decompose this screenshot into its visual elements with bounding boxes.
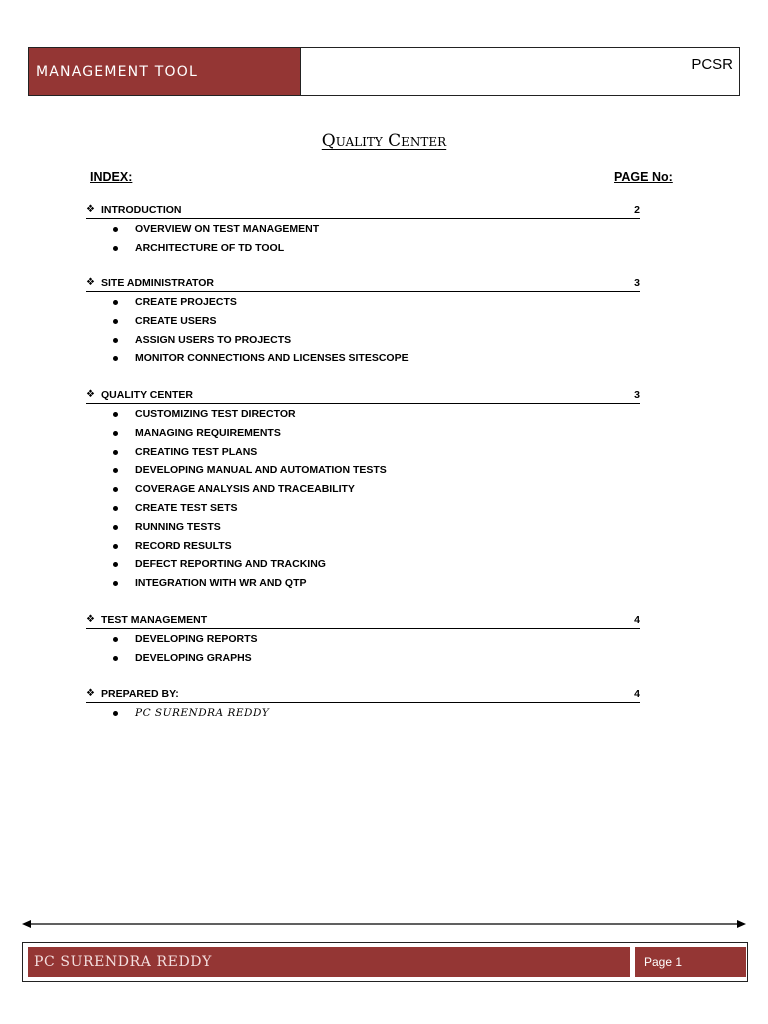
list-item [86, 536, 640, 555]
list-item [86, 404, 640, 423]
list-item [86, 292, 640, 311]
section-title: QUALITY CENTER [101, 389, 193, 401]
bullet-icon [113, 525, 118, 530]
list-item [86, 648, 640, 667]
bullet-icon [113, 338, 118, 343]
section-title: TEST MANAGEMENT [101, 614, 208, 626]
footer-page-box [635, 947, 746, 977]
section-items [86, 703, 640, 722]
list-item-text: MONITOR CONNECTIONS AND LICENSES SITESCOPE [135, 352, 409, 365]
header-code: PCSR [691, 56, 733, 73]
section-heading [86, 613, 640, 629]
list-item-text: INTEGRATION WITH WR AND QTP [135, 577, 307, 590]
list-item [86, 238, 640, 257]
diamond-bullet-icon: ❖ [86, 614, 95, 625]
list-item-text: DEVELOPING GRAPHS [135, 651, 252, 664]
double-arrow-line [22, 918, 746, 930]
section-page-number: 3 [634, 277, 640, 289]
list-item-text: CREATE TEST SETS [135, 501, 238, 514]
bullet-icon [113, 506, 118, 511]
bullet-icon [113, 319, 118, 324]
list-item-text: RECORD RESULTS [135, 539, 232, 552]
list-item [86, 573, 640, 592]
list-item [86, 219, 640, 238]
list-item-text: CUSTOMIZING TEST DIRECTOR [135, 408, 296, 420]
list-item [86, 348, 640, 367]
list-item-text: DEVELOPING MANUAL AND AUTOMATION TESTS [135, 464, 387, 477]
header-title: MANAGEMENT TOOL [36, 64, 198, 80]
bullet-icon [113, 246, 118, 251]
section-page-number: 4 [634, 614, 640, 626]
diamond-bullet-icon: ❖ [86, 688, 95, 699]
bullet-icon [113, 562, 118, 567]
bullet-icon [113, 581, 118, 586]
list-item-text: CREATING TEST PLANS [135, 445, 258, 458]
section-page-number: 4 [634, 688, 640, 700]
page-header [28, 47, 740, 96]
list-item-text: CREATE PROJECTS [135, 296, 237, 308]
bullet-icon [113, 487, 118, 492]
bullet-icon [113, 227, 118, 232]
section-page-number: 2 [634, 204, 640, 216]
list-item [86, 442, 640, 461]
section-title: SITE ADMINISTRATOR [101, 277, 214, 289]
list-item-text: DEVELOPING REPORTS [135, 633, 258, 645]
section-title: INTRODUCTION [101, 204, 182, 216]
bullet-icon [113, 450, 118, 455]
bullet-icon [113, 656, 118, 661]
list-item-text: MANAGING REQUIREMENTS [135, 426, 281, 439]
bullet-icon [113, 412, 118, 417]
page-number-label: PAGE No: [614, 170, 673, 184]
section-heading [86, 203, 640, 219]
author-name: PC SURENDRA REDDY [135, 707, 270, 719]
list-item [86, 517, 640, 536]
section-items [86, 404, 640, 592]
section-site-administrator [86, 276, 640, 367]
list-item [86, 629, 640, 648]
list-item-text: DEFECT REPORTING AND TRACKING [135, 558, 326, 571]
list-item-text: ASSIGN USERS TO PROJECTS [135, 333, 292, 346]
footer-name-box [28, 947, 630, 977]
list-item [86, 423, 640, 442]
section-items [86, 219, 640, 257]
list-item [86, 460, 640, 479]
footer-author-name: PC SURENDRA REDDY [34, 954, 212, 970]
section-test-management [86, 613, 640, 667]
section-quality-center [86, 388, 640, 592]
list-item-text: COVERAGE ANALYSIS AND TRACEABILITY [135, 483, 355, 496]
page-footer [22, 942, 748, 982]
index-label: INDEX: [90, 170, 133, 184]
bullet-icon [113, 544, 118, 549]
document-title: Quality Center [321, 131, 447, 151]
list-item [86, 703, 640, 722]
list-item [86, 554, 640, 573]
section-heading [86, 276, 640, 292]
diamond-bullet-icon: ❖ [86, 389, 95, 400]
list-item-text: OVERVIEW ON TEST MANAGEMENT [135, 223, 320, 235]
list-item [86, 330, 640, 349]
diamond-bullet-icon: ❖ [86, 277, 95, 288]
bullet-icon [113, 300, 118, 305]
section-introduction [86, 203, 640, 257]
bullet-icon [113, 637, 118, 642]
list-item-text: RUNNING TESTS [135, 520, 221, 533]
list-item [86, 498, 640, 517]
section-prepared-by [86, 687, 640, 722]
list-item-text: ARCHITECTURE OF TD TOOL [135, 241, 285, 254]
section-heading [86, 687, 640, 703]
list-item-text: CREATE USERS [135, 314, 217, 327]
bullet-icon [113, 356, 118, 361]
diamond-bullet-icon: ❖ [86, 204, 95, 215]
list-item [86, 311, 640, 330]
section-heading [86, 388, 640, 404]
bullet-icon [113, 431, 118, 436]
list-item [86, 479, 640, 498]
section-items [86, 629, 640, 667]
header-title-box [29, 48, 301, 95]
section-items [86, 292, 640, 367]
footer-page-number: Page 1 [644, 955, 683, 969]
section-title: PREPARED BY: [101, 688, 179, 700]
bullet-icon [113, 711, 118, 716]
header-right-box [301, 48, 739, 95]
bullet-icon [113, 468, 118, 473]
section-page-number: 3 [634, 389, 640, 401]
